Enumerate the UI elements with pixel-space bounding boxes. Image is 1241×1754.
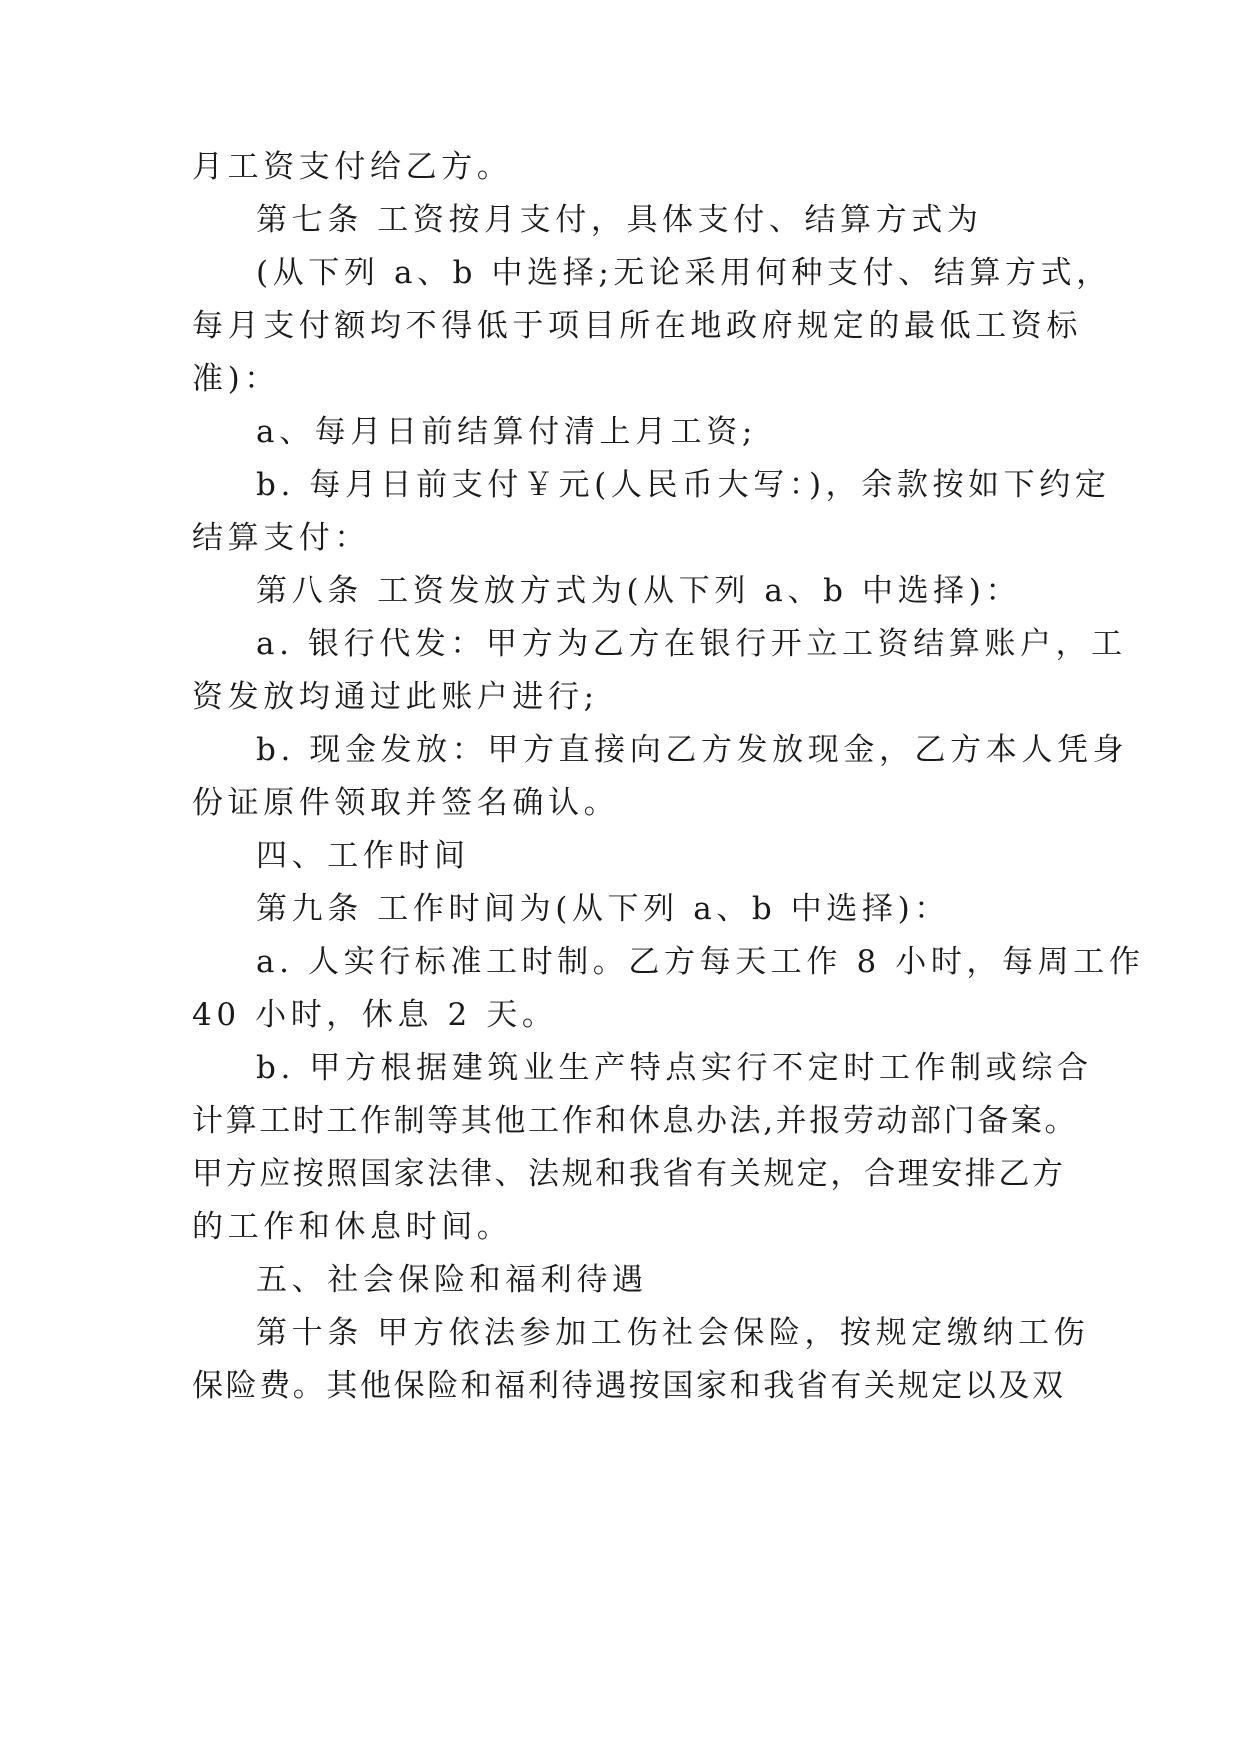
text-line: 计算工时工作制等其他工作和休息办法,并报劳动部门备案。 bbox=[192, 1103, 1079, 1139]
section-heading: 五、社会保险和福利待遇 bbox=[256, 1262, 648, 1298]
text-line: 第七条 工资按月支付，具体支付、结算方式为 bbox=[256, 202, 983, 238]
text-line: 份证原件领取并签名确认。 bbox=[192, 785, 620, 821]
text-line: b. 现金发放：甲方直接向乙方发放现金，乙方本人凭身 bbox=[256, 732, 1129, 768]
text-line: a、每月日前结算付清上月工资; bbox=[256, 414, 757, 450]
text-line: b. 甲方根据建筑业生产特点实行不定时工作制或综合 bbox=[256, 1050, 1093, 1086]
text-line: 第十条 甲方依法参加工伤社会保险，按规定缴纳工伤 bbox=[256, 1315, 1090, 1351]
text-line: 第八条 工资发放方式为(从下列 a、b 中选择)： bbox=[256, 573, 1022, 609]
text-line: b. 每月日前支付￥元(人民币大写：)，余款按如下约定 bbox=[256, 467, 1111, 503]
section-heading: 四、工作时间 bbox=[256, 838, 470, 874]
text-line: 保险费。其他保险和福利待遇按国家和我省有关规定以及双 bbox=[192, 1368, 1066, 1404]
text-line: 第九条 工作时间为(从下列 a、b 中选择)： bbox=[256, 891, 950, 927]
text-line: 准)： bbox=[192, 361, 280, 397]
text-line: 40 小时，休息 2 天。 bbox=[192, 997, 558, 1033]
text-line: a. 人实行标准工时制。乙方每天工作 8 小时，每周工作 bbox=[256, 944, 1145, 980]
text-line: 每月支付额均不得低于项目所在地政府规定的最低工资标 bbox=[192, 308, 1082, 344]
text-line: (从下列 a、b 中选择;无论采用何种支付、结算方式， bbox=[256, 255, 1112, 291]
text-line: 结算支付： bbox=[192, 520, 370, 556]
text-line: a. 银行代发：甲方为乙方在银行开立工资结算账户，工 bbox=[256, 626, 1127, 662]
text-line: 资发放均通过此账户进行; bbox=[192, 679, 599, 715]
text-line: 月工资支付给乙方。 bbox=[192, 149, 513, 185]
text-line: 甲方应按照国家法律、法规和我省有关规定，合理安排乙方 bbox=[192, 1156, 1066, 1192]
text-line: 的工作和休息时间。 bbox=[192, 1209, 513, 1245]
